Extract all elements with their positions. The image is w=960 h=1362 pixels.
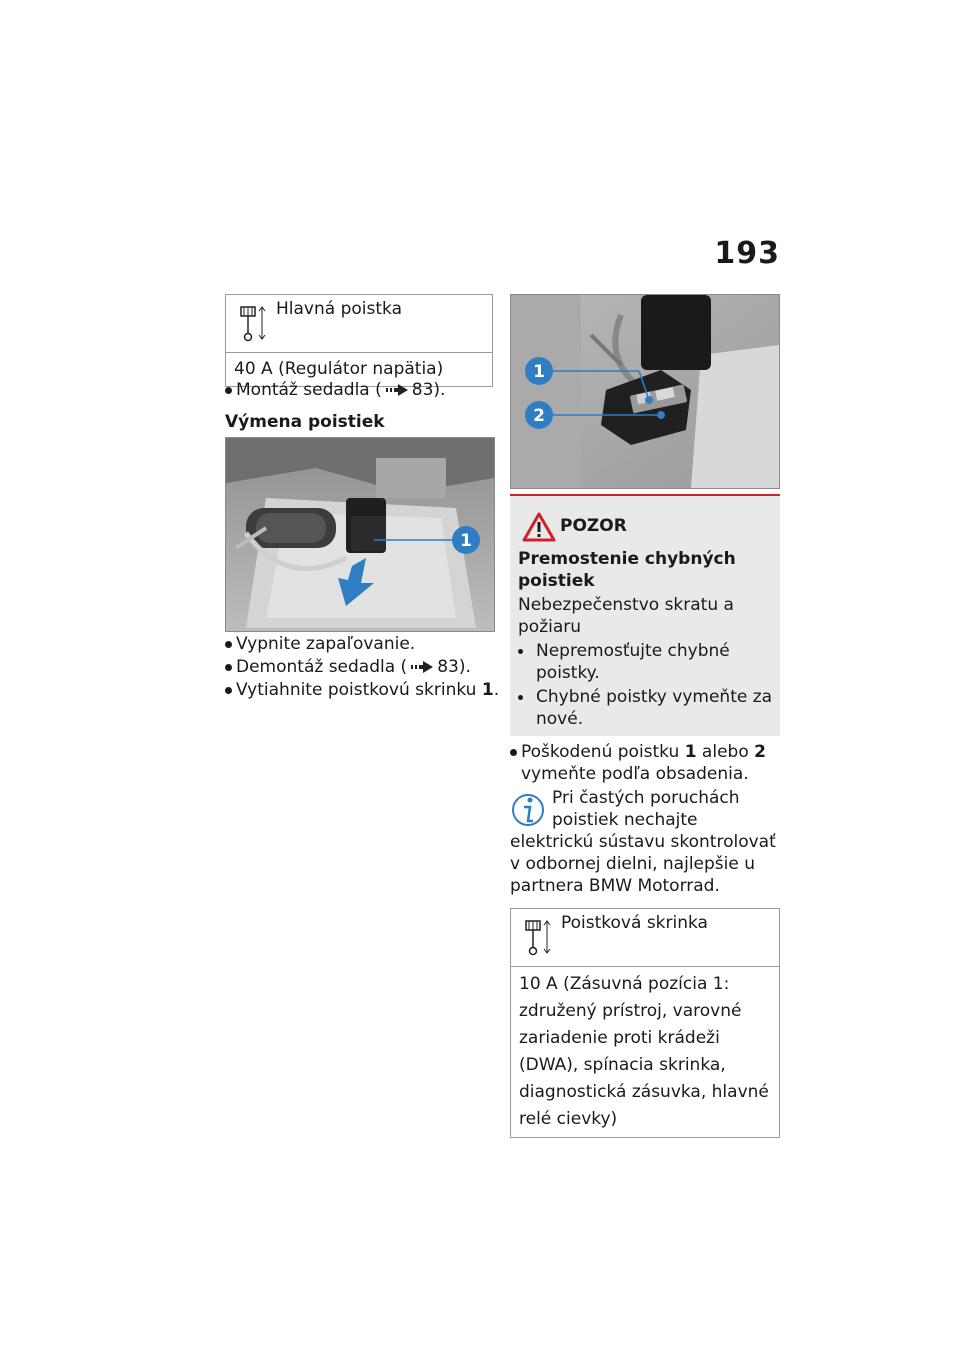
figure2-callout-2: 2 [533, 406, 545, 426]
step-pull-out-fuse-box [225, 679, 500, 701]
page-number: 193 [714, 236, 780, 271]
section-title: Výmena poistiek [225, 412, 385, 432]
main-fuse-spec-header [226, 295, 492, 353]
fuse-box-spec-box [510, 908, 780, 1138]
warning-title: POZOR [560, 516, 627, 536]
main-fuse-title: Hlavná poistka [276, 299, 402, 319]
warning-triangle-icon [522, 512, 556, 542]
warning-item [518, 686, 774, 730]
step-pull-out-fuse-box-end: . [493, 680, 500, 700]
step-pull-out-fuse-box-text: Vytiahnite poistkovú skrinku [236, 680, 482, 700]
step-replace-text-a: Poškodenú poistku [521, 742, 685, 762]
fuse-box-detail-image [511, 295, 779, 488]
main-fuse-spec-box [225, 294, 493, 387]
step-switch-off-ignition-text: Vypnite zapaľovanie. [236, 634, 416, 654]
fuse-box-removal-image [226, 438, 494, 631]
step-replace-text-c: alebo [696, 742, 755, 762]
info-note-text: Pri častých poruchách poistiek nechajte elektrickú sústavu skontrolovať v odbornej dielni, najlepšie u partnera BMW Motorrad. [510, 788, 776, 896]
step-replace-ref-1: 1 [684, 742, 697, 762]
step-pull-out-fuse-box-ref-number: 1 [481, 680, 494, 700]
bullet-dot [225, 664, 232, 671]
warning-text: Nebezpečenstvo skratu a požiaru [518, 595, 734, 637]
fuse-box-removal-figure [225, 437, 495, 632]
bullet-dot [225, 387, 232, 394]
step-replace-ref-2: 2 [754, 742, 766, 762]
warning-box [510, 494, 780, 736]
step-replace-fuse [510, 741, 780, 785]
fuse-box-title: Poistková skrinka [561, 913, 708, 933]
figure1-callout-1: 1 [460, 531, 472, 551]
warning-item-text: Nepremosťujte chybné poistky. [536, 641, 730, 683]
step-switch-off-ignition [225, 633, 500, 655]
bullet-dot [518, 695, 523, 700]
step-remove-seat-ref: 83). [437, 657, 471, 677]
bullet-dot [225, 641, 232, 648]
bullet-dot [510, 749, 517, 756]
page-reference-arrow-icon [411, 661, 433, 673]
bullet-dot [225, 687, 232, 694]
step-mount-seat-ref: 83). [411, 380, 446, 400]
fuse-icon [523, 917, 553, 957]
fuse-box-spec-header [511, 909, 779, 967]
warning-subtitle: Premostenie chybných poistiek [518, 549, 736, 591]
step-replace-text-d: vymeňte podľa obsadenia. [521, 764, 749, 784]
main-fuse-value: 40 A (Regulátor napätia) [234, 359, 444, 379]
warning-item [518, 640, 774, 684]
fuse-box-value: 10 A (Zásuvná pozícia 1: združený prístroj, varovné zariadenie proti krádeži (DWA), spínacia skrinka, diagnostická zásuvka, hlavné relé cievky) [519, 974, 769, 1129]
info-note [510, 787, 776, 897]
step-remove-seat-text: Demontáž sedadla ( [236, 657, 408, 677]
fuse-icon [238, 303, 268, 343]
warning-item-text: Chybné poistky vymeňte za nové. [536, 687, 773, 729]
page-reference-arrow-icon [386, 384, 408, 396]
step-mount-seat [225, 379, 495, 401]
fuse-box-detail-figure [510, 294, 780, 489]
step-remove-seat [225, 656, 500, 678]
step-mount-seat-text: Montáž sedadla ( [236, 380, 382, 400]
bullet-dot [518, 649, 523, 654]
figure2-callout-1: 1 [533, 362, 545, 382]
